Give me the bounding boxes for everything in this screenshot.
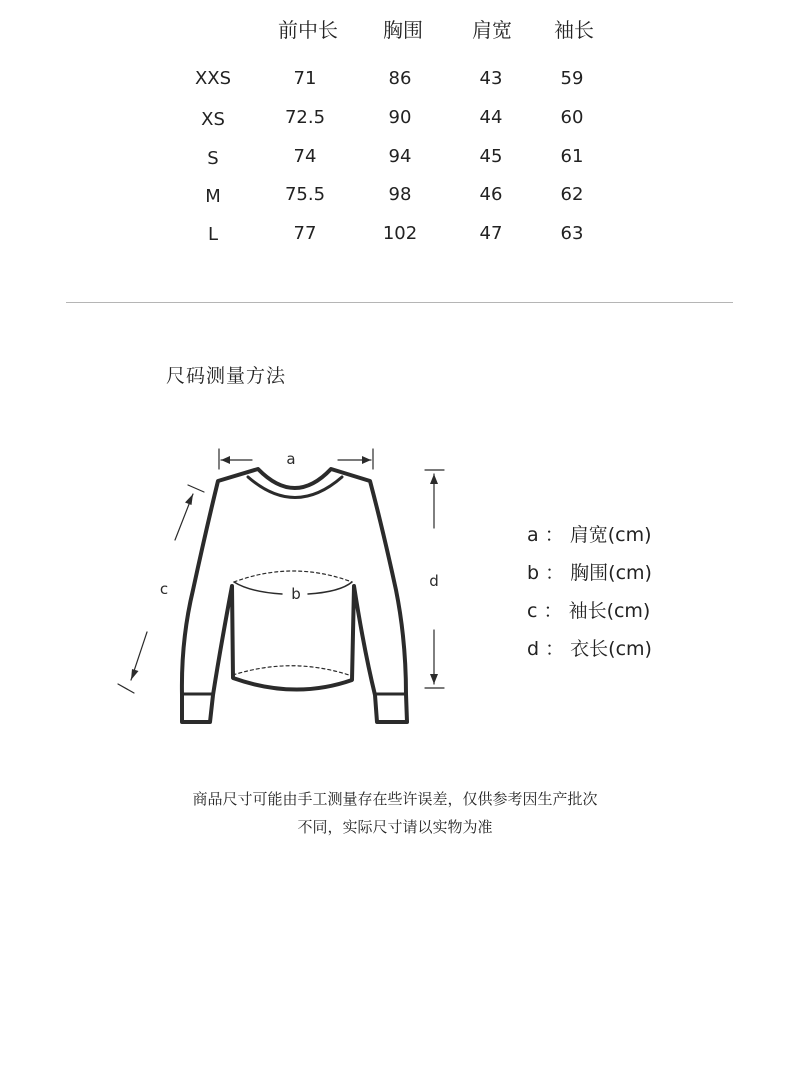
c-tick-bottom — [118, 684, 134, 693]
table-cell: 74 — [293, 146, 317, 167]
table-cell: 46 — [479, 184, 503, 205]
table-cell: 98 — [388, 184, 412, 205]
label-d: d — [429, 572, 439, 590]
d-arrow-top — [430, 474, 438, 484]
table-cell: 61 — [560, 146, 584, 167]
table-cell: 86 — [388, 68, 412, 89]
table-cell: 71 — [293, 68, 317, 89]
legend-item-b — [527, 554, 652, 592]
table-cell: 43 — [479, 68, 503, 89]
table-cell: 90 — [388, 107, 412, 128]
row-size-label: XXS — [194, 68, 232, 89]
table-cell: 72.5 — [284, 107, 326, 128]
legend-key: c — [527, 600, 538, 622]
row-size-label: L — [207, 224, 219, 245]
legend-item-a — [527, 516, 652, 554]
chest-ellipse-front-right — [308, 582, 352, 594]
row-size-label: S — [207, 148, 219, 169]
d-arrow-bottom — [430, 674, 438, 684]
table-cell: 63 — [560, 223, 584, 244]
legend-key: a — [527, 524, 539, 546]
table-cell: 59 — [560, 68, 584, 89]
legend-text: 胸围(cm) — [570, 562, 652, 584]
section-title: 尺码测量方法 — [166, 365, 287, 387]
legend-sep: ： — [545, 562, 565, 584]
c-arrow-top — [185, 494, 193, 505]
chest-ellipse-back — [234, 571, 352, 582]
table-cell: 60 — [560, 107, 584, 128]
row-size-label: M — [205, 186, 221, 207]
legend-sep: ： — [543, 600, 563, 622]
legend-item-c — [527, 592, 652, 630]
a-arrow-left — [221, 456, 230, 464]
legend-item-d — [527, 630, 652, 668]
disclaimer-line-2: 不同，实际尺寸请以实物为准 — [297, 818, 493, 836]
table-cell: 75.5 — [284, 184, 326, 205]
table-cell: 62 — [560, 184, 584, 205]
table-cell: 102 — [382, 223, 418, 244]
table-cell: 94 — [388, 146, 412, 167]
row-size-label: XS — [201, 109, 225, 130]
header-chest: 胸围 — [383, 18, 423, 42]
measure-legend — [527, 516, 652, 668]
legend-text: 衣长(cm) — [570, 638, 652, 660]
header-sleeve: 袖长 — [554, 18, 594, 42]
c-tick-top — [188, 485, 204, 492]
header-shoulder: 肩宽 — [472, 18, 512, 42]
c-arrow-bottom — [131, 669, 139, 680]
measurement-disclaimer — [0, 785, 790, 841]
hem-ellipse-back — [233, 666, 352, 676]
table-cell: 45 — [479, 146, 503, 167]
table-cell: 77 — [293, 223, 317, 244]
disclaimer-line-1: 商品尺寸可能由手工测量存在些许误差，仅供参考因生产批次 — [192, 790, 598, 808]
legend-key: d — [527, 638, 540, 660]
legend-sep: ： — [544, 524, 564, 546]
chest-ellipse-front-left — [234, 582, 282, 594]
table-cell: 47 — [479, 223, 503, 244]
label-c: c — [159, 580, 169, 598]
legend-key: b — [527, 562, 540, 584]
header-front-length: 前中长 — [278, 18, 338, 42]
label-a: a — [286, 450, 296, 468]
legend-text: 袖长(cm) — [568, 600, 651, 622]
legend-sep: ： — [545, 638, 565, 660]
table-cell: 44 — [479, 107, 503, 128]
label-b: b — [291, 585, 301, 603]
a-arrow-right — [362, 456, 371, 464]
legend-text: 肩宽(cm) — [569, 524, 652, 546]
